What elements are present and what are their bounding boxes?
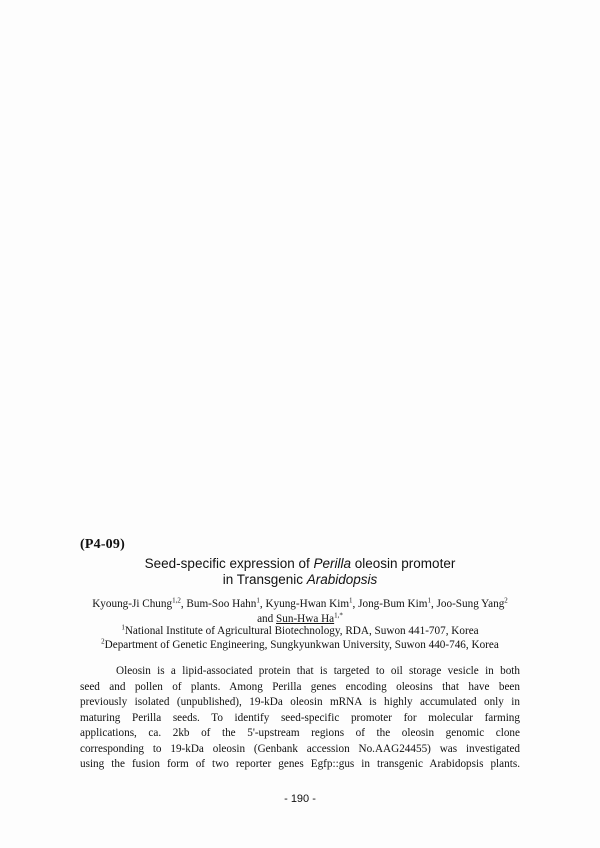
page-number: - 190 - <box>284 793 316 805</box>
abstract-line: maturing Perilla seeds. To identify seed-specific promoter for molecular farming <box>80 711 520 724</box>
author-affiliation-mark: 1,2 <box>172 596 181 605</box>
author-name: , Jong-Bum Kim <box>352 598 428 610</box>
author-name: , Bum-Soo Hahn <box>180 598 257 610</box>
abstract-line: previously isolated (unpublished), 19-kDa oleosin mRNA is highly accumulated only in <box>80 696 520 708</box>
title-text: in Transgenic <box>222 572 307 587</box>
author-conjunction: and <box>257 613 277 625</box>
abstract-body <box>80 664 520 773</box>
abstract-line: applications, ca. 2kb of the 5'-upstream regions of the oleosin genomic clone <box>80 727 520 739</box>
paper-title-line-2 <box>60 571 540 588</box>
title-text: oleosin promoter <box>351 556 456 571</box>
author-name: , Joo-Sung Yang <box>430 598 505 610</box>
title-italic-species: Arabidopsis <box>306 572 378 587</box>
abstract-code: (P4-09) <box>80 537 125 552</box>
author-affiliation-mark: 2 <box>504 596 508 605</box>
author-affiliation-mark: 1 <box>427 596 431 605</box>
author-affiliation-mark: 1 <box>256 596 260 605</box>
affiliation-mark: 1 <box>121 623 125 632</box>
abstract-line: corresponding to 19-kDa oleosin (Genbank accession No.AAG24455) was investigated <box>80 742 520 755</box>
abstract-line: using the fusion form of two reporter genes Egfp::gus in transgenic Arabidopsis plants. <box>80 758 520 770</box>
author-affiliation-mark: 1 <box>349 596 353 605</box>
author-name: Kyoung-Ji Chung <box>92 598 173 610</box>
abstract-line: seed and pollen of plants. Among Perilla genes encoding oleosins that have been <box>80 680 520 693</box>
affiliation-2 <box>60 638 540 652</box>
author-list <box>60 597 540 611</box>
author-name: , Kyung-Hwan Kim <box>259 598 350 610</box>
paper-title-line-1 <box>60 555 540 572</box>
title-text: Seed-specific expression of <box>144 556 314 571</box>
affiliation-text: National Institute of Agricultural Biotechnology, RDA, Suwon 441-707, Korea <box>124 625 479 637</box>
author-affiliation-mark: 1,* <box>334 611 343 620</box>
affiliation-1 <box>60 624 540 638</box>
title-italic-species: Perilla <box>313 556 352 571</box>
affiliation-text: Department of Genetic Engineering, Sungkyunkwan University, Suwon 440-746, Korea <box>104 639 499 651</box>
corresponding-author-name: Sun-Hwa Ha <box>276 613 335 625</box>
affiliation-mark: 2 <box>101 637 105 646</box>
abstract-line: Oleosin is a lipid-associated protein that is targeted to oil storage vesicle in both <box>116 665 520 677</box>
